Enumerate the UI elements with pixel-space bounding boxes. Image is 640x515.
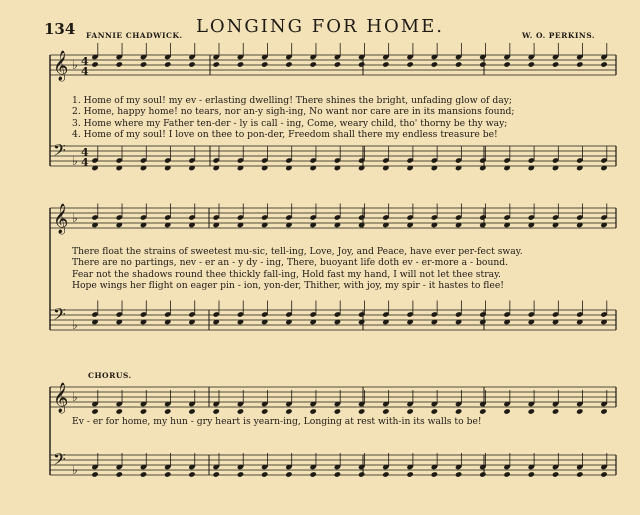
note-head bbox=[213, 408, 220, 414]
flat-icon: ♭ bbox=[72, 390, 78, 404]
note-head bbox=[237, 408, 244, 414]
bass-clef-icon: 𝄢 bbox=[53, 304, 66, 328]
note-head bbox=[116, 61, 123, 67]
note-head bbox=[600, 408, 607, 414]
note-head bbox=[382, 471, 389, 477]
note-head bbox=[164, 471, 171, 477]
flat-icon: ♭ bbox=[72, 154, 78, 168]
treble-clef-icon: 𝄞 bbox=[53, 383, 69, 413]
note-head bbox=[261, 408, 268, 414]
note-head bbox=[140, 471, 147, 477]
hymn-title: LONGING FOR HOME. bbox=[195, 16, 445, 37]
page-number: 134 bbox=[44, 20, 76, 38]
note-head bbox=[140, 61, 147, 67]
note-head bbox=[600, 471, 607, 477]
note-head bbox=[285, 408, 292, 414]
note-head bbox=[358, 471, 365, 477]
verses-section-1 bbox=[72, 95, 617, 141]
note-head bbox=[552, 471, 559, 477]
chorus-line: Ev - er for home, my hun - gry heart is yearn-ing, Longing at rest with-in its walls to be! bbox=[72, 416, 482, 427]
verse-3-line-b: Fear not the shadows round thee thickly fall-ing, Hold fast my hand, I will not let thee stray. bbox=[72, 268, 501, 280]
flat-icon: ♭ bbox=[72, 211, 78, 225]
time-sig-top: 4 bbox=[81, 146, 89, 159]
note-head bbox=[358, 408, 365, 414]
note-head bbox=[237, 471, 244, 477]
note-head bbox=[479, 471, 486, 477]
flat-icon: ♭ bbox=[72, 463, 78, 477]
verse-4-line-a: 4. Home of my soul! I love on thee to pon-der, Freedom shall there my endless treasure be! bbox=[72, 129, 498, 141]
verse-2-line-a: 2. Home, happy home! no tears, nor an-y sigh-ing, No want nor care are in its mansions found; bbox=[72, 106, 515, 118]
note-head bbox=[528, 408, 535, 414]
note-head bbox=[334, 408, 341, 414]
note-head bbox=[552, 408, 559, 414]
note-head bbox=[309, 61, 316, 67]
note-head bbox=[188, 471, 195, 477]
note-head bbox=[237, 61, 244, 67]
treble-clef-icon: 𝄞 bbox=[53, 51, 69, 81]
note-head bbox=[406, 61, 413, 67]
note-head bbox=[503, 471, 510, 477]
note-head bbox=[576, 61, 583, 67]
note-head bbox=[528, 471, 535, 477]
note-head bbox=[213, 61, 220, 67]
note-head bbox=[188, 408, 195, 414]
note-head bbox=[188, 61, 195, 67]
time-sig-bottom: 4 bbox=[81, 156, 89, 169]
note-head bbox=[116, 408, 123, 414]
note-head bbox=[285, 61, 292, 67]
verse-3-line-a: 3. Home where my Father ten-der - ly is call - ing, Come, weary child, tho' thorny be thy way; bbox=[72, 117, 508, 129]
flat-icon: ♭ bbox=[72, 318, 78, 332]
chorus-lyrics bbox=[72, 416, 617, 427]
note-head bbox=[164, 408, 171, 414]
time-sig-top: 4 bbox=[81, 55, 89, 68]
note-head bbox=[358, 61, 365, 67]
bass-clef-icon: 𝄢 bbox=[53, 449, 66, 473]
note-head bbox=[334, 61, 341, 67]
note-head bbox=[91, 471, 98, 477]
note-head bbox=[406, 408, 413, 414]
treble-clef-icon: 𝄞 bbox=[53, 204, 69, 234]
time-sig-bottom: 4 bbox=[81, 65, 89, 78]
verse-1-line-a: 1. Home of my soul! my ev - erlasting dwelling! There shines the bright, unfading glow of day; bbox=[72, 95, 512, 106]
note-head bbox=[309, 408, 316, 414]
note-head bbox=[334, 471, 341, 477]
note-head bbox=[576, 471, 583, 477]
flat-icon: ♭ bbox=[72, 58, 78, 72]
note-head bbox=[455, 471, 462, 477]
verse-2-line-b: There are no partings, nev - er an - y dy - ing, There, buoyant life doth ev - er-more a - bound. bbox=[72, 257, 509, 269]
note-head bbox=[528, 61, 535, 67]
note-head bbox=[91, 61, 98, 67]
note-head bbox=[431, 61, 438, 67]
note-head bbox=[552, 61, 559, 67]
note-head bbox=[479, 408, 486, 414]
note-head bbox=[479, 61, 486, 67]
note-head bbox=[576, 408, 583, 414]
note-head bbox=[140, 408, 147, 414]
chorus-label: CHORUS. bbox=[88, 371, 132, 380]
note-head bbox=[600, 61, 607, 67]
verse-4-line-b: Hope wings her flight on eager pin - ion, yon-der, Thither, with joy, my spir - it hastes to flee! bbox=[72, 280, 505, 292]
note-head bbox=[91, 408, 98, 414]
note-head bbox=[261, 471, 268, 477]
note-head bbox=[164, 61, 171, 67]
note-head bbox=[406, 471, 413, 477]
note-head bbox=[309, 471, 316, 477]
note-head bbox=[285, 471, 292, 477]
note-head bbox=[455, 61, 462, 67]
note-head bbox=[213, 471, 220, 477]
composer-credit: W. O. PERKINS. bbox=[522, 31, 596, 40]
verses-section-2 bbox=[72, 246, 617, 292]
author-credit: FANNIE CHADWICK. bbox=[86, 31, 183, 40]
bass-clef-icon: 𝄢 bbox=[53, 140, 66, 164]
note-head bbox=[431, 471, 438, 477]
note-head bbox=[503, 408, 510, 414]
note-head bbox=[431, 408, 438, 414]
note-head bbox=[455, 408, 462, 414]
note-head bbox=[261, 61, 268, 67]
note-head bbox=[382, 61, 389, 67]
note-head bbox=[503, 61, 510, 67]
verse-1-line-b: There float the strains of sweetest mu-sic, tell-ing, Love, Joy, and Peace, have ever per-fect sway. bbox=[72, 246, 523, 257]
note-head bbox=[116, 471, 123, 477]
note-head bbox=[382, 408, 389, 414]
